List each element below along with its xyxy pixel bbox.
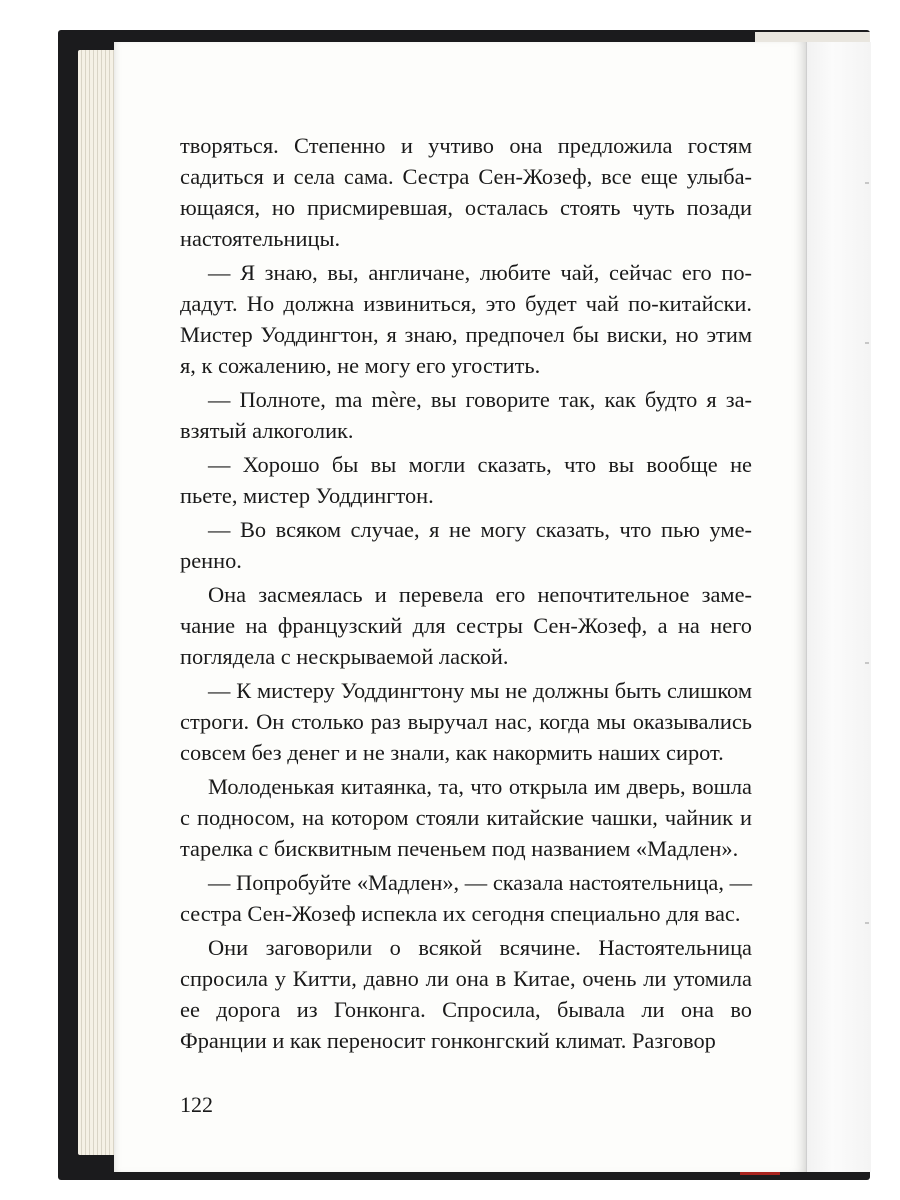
page-edges	[78, 50, 118, 1155]
paragraph: — Во всяком случае, я не могу сказать, что пью умеренно.	[180, 517, 752, 573]
paragraph: твоpяться. Степенно и учтиво она предложила гостям садиться и села сама. Сестра Сен-Жозеф, все еще улыбающаяся, но присмиревшая, осталась стоять чуть позади настоятельницы.	[180, 133, 752, 251]
facing-page	[806, 42, 871, 1172]
paragraph: — Попробуйте «Мадлен», — сказала настоятельница, — сестра Сен-Жозеф испекла их сегодня специально для вас.	[180, 870, 752, 926]
paragraph: — Я знаю, вы, англичане, любите чай, сейчас его подадут. Но должна извиниться, это будет чай по-китайски. Мистер Уоддингтон, я знаю, предпочел бы виски, но этим я, к сожалению, не могу его угостить.	[180, 260, 752, 378]
bleed-through-mark	[865, 922, 869, 924]
page-body-text	[180, 130, 752, 1059]
bleed-through-mark	[865, 662, 869, 664]
bleed-through-mark	[865, 342, 869, 344]
page-number: 122	[180, 1092, 213, 1117]
paragraph: Молоденькая китаянка, та, что открыла им дверь, вошла с подносом, на котором стояли китайские чашки, чайник и тарелка с бисквитным печеньем под названием «Мадлен».	[180, 774, 752, 861]
paragraph: Она засмеялась и перевела его непочтительное замечание на французский для сестры Сен-Жозеф, а на него поглядела с нескрываемой лаской.	[180, 582, 752, 669]
paragraph: — К мистеру Уоддингтону мы не должны быть слишком строги. Он столько раз выручал нас, когда мы оказывались совсем без денег и не знали, как накормить наших сирот.	[180, 678, 752, 765]
bleed-through-mark	[865, 182, 869, 184]
paragraph: Они заговорили о всякой всячине. Настоятельница спросила у Китти, давно ли она в Китае, очень ли утомила ее дорога из Гонконга. Спросила, бывала ли она во Франции и как переносит гонконгский климат. Разговор	[180, 935, 752, 1053]
paragraph: — Полноте, ma mère, вы говорите так, как будто я завзятый алкоголик.	[180, 387, 752, 443]
paragraph: — Хорошо бы вы могли сказать, что вы вообще не пьете, мистер Уоддингтон.	[180, 452, 752, 508]
